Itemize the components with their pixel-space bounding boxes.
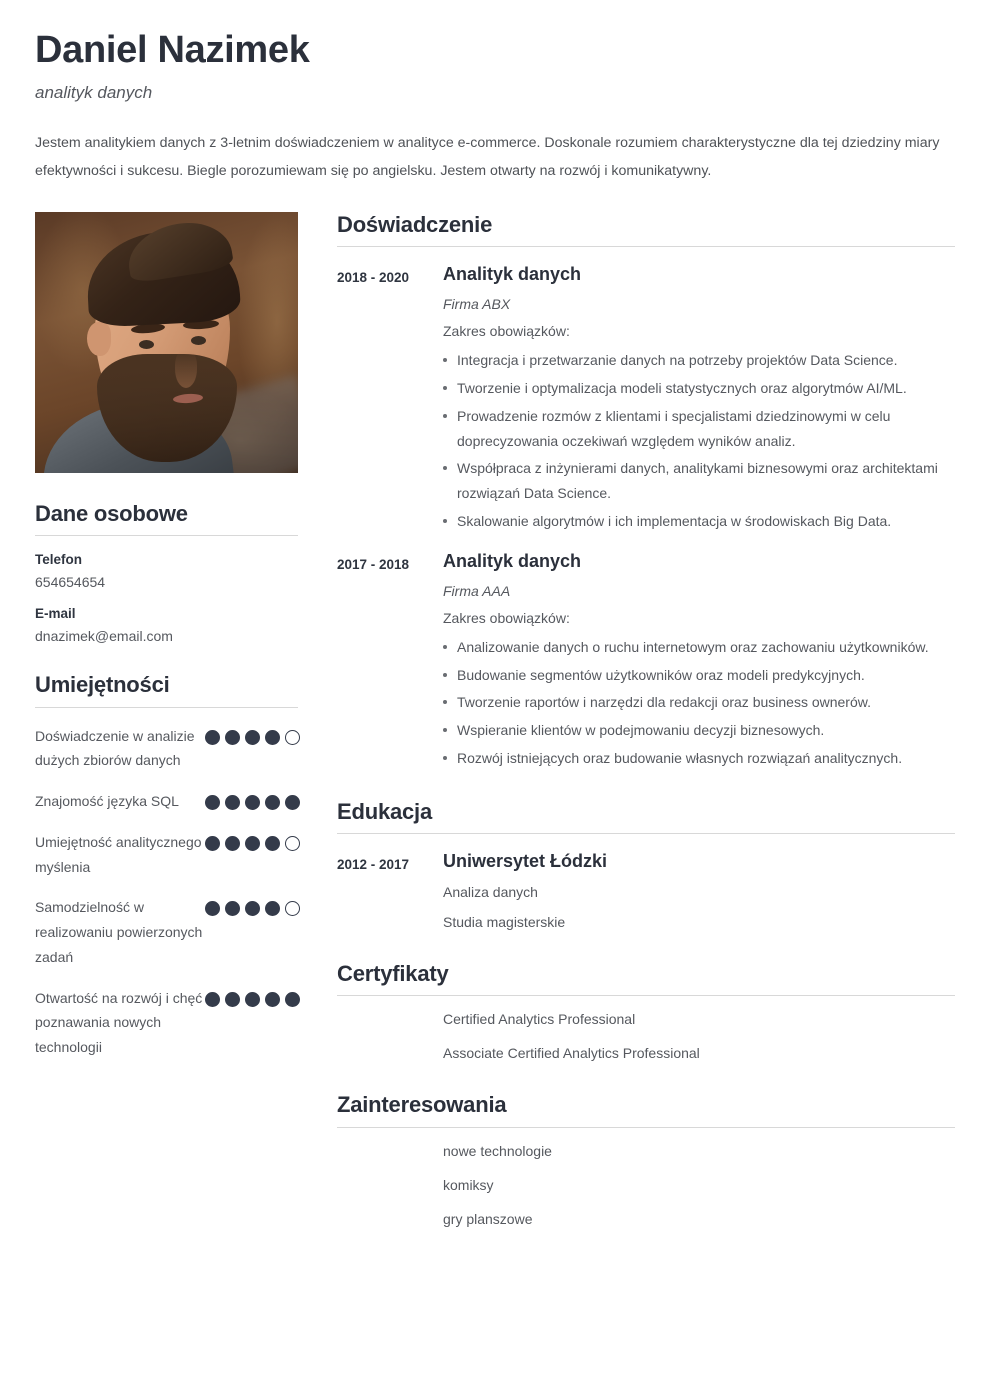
duty-item: Wspieranie klientów w podejmowaniu decyzji biznesowych.	[443, 718, 955, 743]
cv-header	[35, 30, 950, 186]
duty-item: Analizowanie danych o ruchu internetowym oraz zachowaniu użytkowników.	[443, 635, 955, 660]
entry-school-name: Uniwersytet Łódzki	[443, 851, 608, 872]
section-skills	[35, 672, 298, 1060]
rating-dot-filled	[285, 992, 300, 1007]
skill-rating-dots	[205, 789, 300, 810]
skill-row	[35, 724, 298, 774]
main-content	[337, 212, 955, 1230]
section-title-interests: Zainteresowania	[337, 1092, 507, 1118]
rating-dot-empty	[285, 730, 300, 745]
certificate-item: Associate Certified Analytics Professional	[443, 1045, 700, 1062]
photo-eye-right	[191, 336, 206, 345]
rating-dot-filled	[205, 901, 220, 916]
date-column-spacer	[337, 1009, 443, 1030]
duty-item: Współpraca z inżynierami danych, analitykami biznesowymi oraz architektami rozwiązań Data Science.	[443, 456, 955, 506]
rating-dot-filled	[265, 730, 280, 745]
rating-dot-filled	[205, 836, 220, 851]
interest-item: gry planszowe	[443, 1210, 533, 1227]
section-divider	[337, 833, 955, 834]
experience-list	[337, 263, 955, 771]
rating-dot-filled	[245, 730, 260, 745]
entry-duties-list	[443, 348, 955, 534]
section-divider	[35, 707, 298, 708]
entry-company-name: Firma ABX	[443, 295, 511, 312]
personal-field-label: E-mail	[35, 606, 76, 622]
skill-row	[35, 789, 298, 814]
certificates-list	[337, 1009, 955, 1064]
date-column-spacer	[337, 1043, 443, 1064]
entry-position-title: Analityk danych	[443, 264, 582, 285]
section-title-personal-data: Dane osobowe	[35, 501, 188, 526]
skill-label: Znajomość języka SQL	[35, 793, 179, 810]
rating-dot-filled	[245, 795, 260, 810]
certificate-item-row	[337, 1043, 955, 1064]
photo-eye-left	[139, 340, 154, 349]
interest-item-row	[337, 1141, 955, 1162]
entry-field-of-study: Analiza danych	[443, 883, 538, 900]
section-personal-data	[35, 501, 298, 644]
section-experience	[337, 212, 955, 771]
duty-item: Rozwój istniejących oraz budowanie własnych rozwiązań analitycznych.	[443, 746, 955, 771]
skill-rating-dots	[205, 724, 300, 745]
entry-degree: Studia magisterskie	[443, 913, 566, 930]
entry-position-title: Analityk danych	[443, 551, 582, 572]
duty-item: Prowadzenie rozmów z klientami i specjalistami dziedzinowymi w celu doprecyzowania oczekiwań względem wyników analiz.	[443, 404, 955, 454]
rating-dot-filled	[265, 901, 280, 916]
entry-body	[443, 263, 955, 534]
personal-field-label: Telefon	[35, 552, 82, 568]
skill-rating-dots	[205, 830, 300, 851]
skill-row	[35, 986, 298, 1060]
date-column-spacer	[337, 1141, 443, 1162]
entry-body	[443, 850, 955, 933]
section-interests	[337, 1092, 955, 1229]
photo-nose	[175, 350, 197, 388]
section-divider	[337, 1127, 955, 1128]
skill-row	[35, 830, 298, 880]
skill-label: Samodzielność w realizowaniu powierzonych zadań	[35, 899, 203, 965]
rating-dot-filled	[205, 795, 220, 810]
interest-item-row	[337, 1175, 955, 1196]
entry-duties-label: Zakres obowiązków:	[443, 609, 570, 626]
interests-list	[337, 1141, 955, 1230]
profile-photo	[35, 212, 298, 473]
rating-dot-filled	[205, 992, 220, 1007]
rating-dot-filled	[205, 730, 220, 745]
personal-field-value-email: dnazimek@email.com	[35, 628, 173, 645]
rating-dot-filled	[245, 992, 260, 1007]
skill-label: Umiejętność analitycznego myślenia	[35, 833, 202, 875]
experience-entry	[337, 263, 955, 534]
section-title-certificates: Certyfikaty	[337, 960, 449, 986]
entry-company-name: Firma AAA	[443, 582, 511, 599]
education-list	[337, 850, 955, 933]
rating-dot-filled	[225, 730, 240, 745]
section-education	[337, 799, 955, 933]
entry-date-range: 2012 - 2017	[337, 857, 410, 873]
sidebar	[35, 212, 298, 1060]
education-entry	[337, 850, 955, 933]
skills-list	[35, 724, 298, 1060]
rating-dot-filled	[265, 795, 280, 810]
skill-label: Doświadczenie w analizie dużych zbiorów danych	[35, 727, 195, 769]
duty-item: Skalowanie algorytmów i ich implementacja w środowiskach Big Data.	[443, 509, 955, 534]
section-divider	[337, 995, 955, 996]
job-title-subtitle: analityk danych	[35, 82, 153, 102]
section-certificates	[337, 961, 955, 1064]
personal-data-list	[35, 552, 298, 644]
skill-rating-dots	[205, 895, 300, 916]
rating-dot-filled	[285, 795, 300, 810]
personal-field-value-phone: 654654654	[35, 574, 106, 591]
interest-item-row	[337, 1209, 955, 1230]
duty-item: Budowanie segmentów użytkowników oraz modeli predykcyjnych.	[443, 663, 955, 688]
rating-dot-filled	[225, 795, 240, 810]
rating-dot-filled	[245, 836, 260, 851]
duty-item: Tworzenie i optymalizacja modeli statystycznych oraz algorytmów AI/ML.	[443, 376, 955, 401]
section-title-education: Edukacja	[337, 799, 433, 825]
skill-row	[35, 895, 298, 969]
rating-dot-filled	[225, 901, 240, 916]
date-column-spacer	[337, 1175, 443, 1196]
interest-item: nowe technologie	[443, 1142, 552, 1159]
photo-ear	[87, 322, 111, 356]
duty-item: Integracja i przetwarzanie danych na potrzeby projektów Data Science.	[443, 348, 955, 373]
rating-dot-empty	[285, 901, 300, 916]
rating-dot-filled	[265, 836, 280, 851]
certificate-item: Certified Analytics Professional	[443, 1011, 636, 1028]
rating-dot-filled	[225, 836, 240, 851]
entry-date-range: 2018 - 2020	[337, 270, 410, 286]
duty-item: Tworzenie raportów i narzędzi dla redakcji oraz business ownerów.	[443, 690, 955, 715]
skill-label: Otwartość na rozwój i chęć poznawania nowych technologii	[35, 989, 203, 1056]
interest-item: komiksy	[443, 1176, 494, 1193]
entry-date-range: 2017 - 2018	[337, 557, 410, 573]
entry-body	[443, 550, 955, 771]
rating-dot-empty	[285, 836, 300, 851]
rating-dot-filled	[245, 901, 260, 916]
rating-dot-filled	[225, 992, 240, 1007]
profile-summary: Jestem analitykiem danych z 3-letnim doświadczeniem w analityce e-commerce. Doskonale rozumiem charakterystyczne dla tej dziedziny miary efektywności i sukcesu. Biegle porozumiewam się po angielsku. Jestem otwarty na rozwój i komunikatywny.	[35, 135, 940, 179]
section-title-experience: Doświadczenie	[337, 212, 493, 237]
certificate-item-row	[337, 1009, 955, 1030]
section-divider	[35, 535, 298, 536]
section-title-skills: Umiejętności	[35, 672, 170, 698]
page-title: Daniel Nazimek	[35, 29, 310, 71]
rating-dot-filled	[265, 992, 280, 1007]
entry-duties-list	[443, 635, 955, 772]
skill-rating-dots	[205, 986, 300, 1007]
date-column-spacer	[337, 1209, 443, 1230]
section-divider	[337, 246, 955, 247]
experience-entry	[337, 550, 955, 771]
entry-duties-label: Zakres obowiązków:	[443, 322, 570, 339]
